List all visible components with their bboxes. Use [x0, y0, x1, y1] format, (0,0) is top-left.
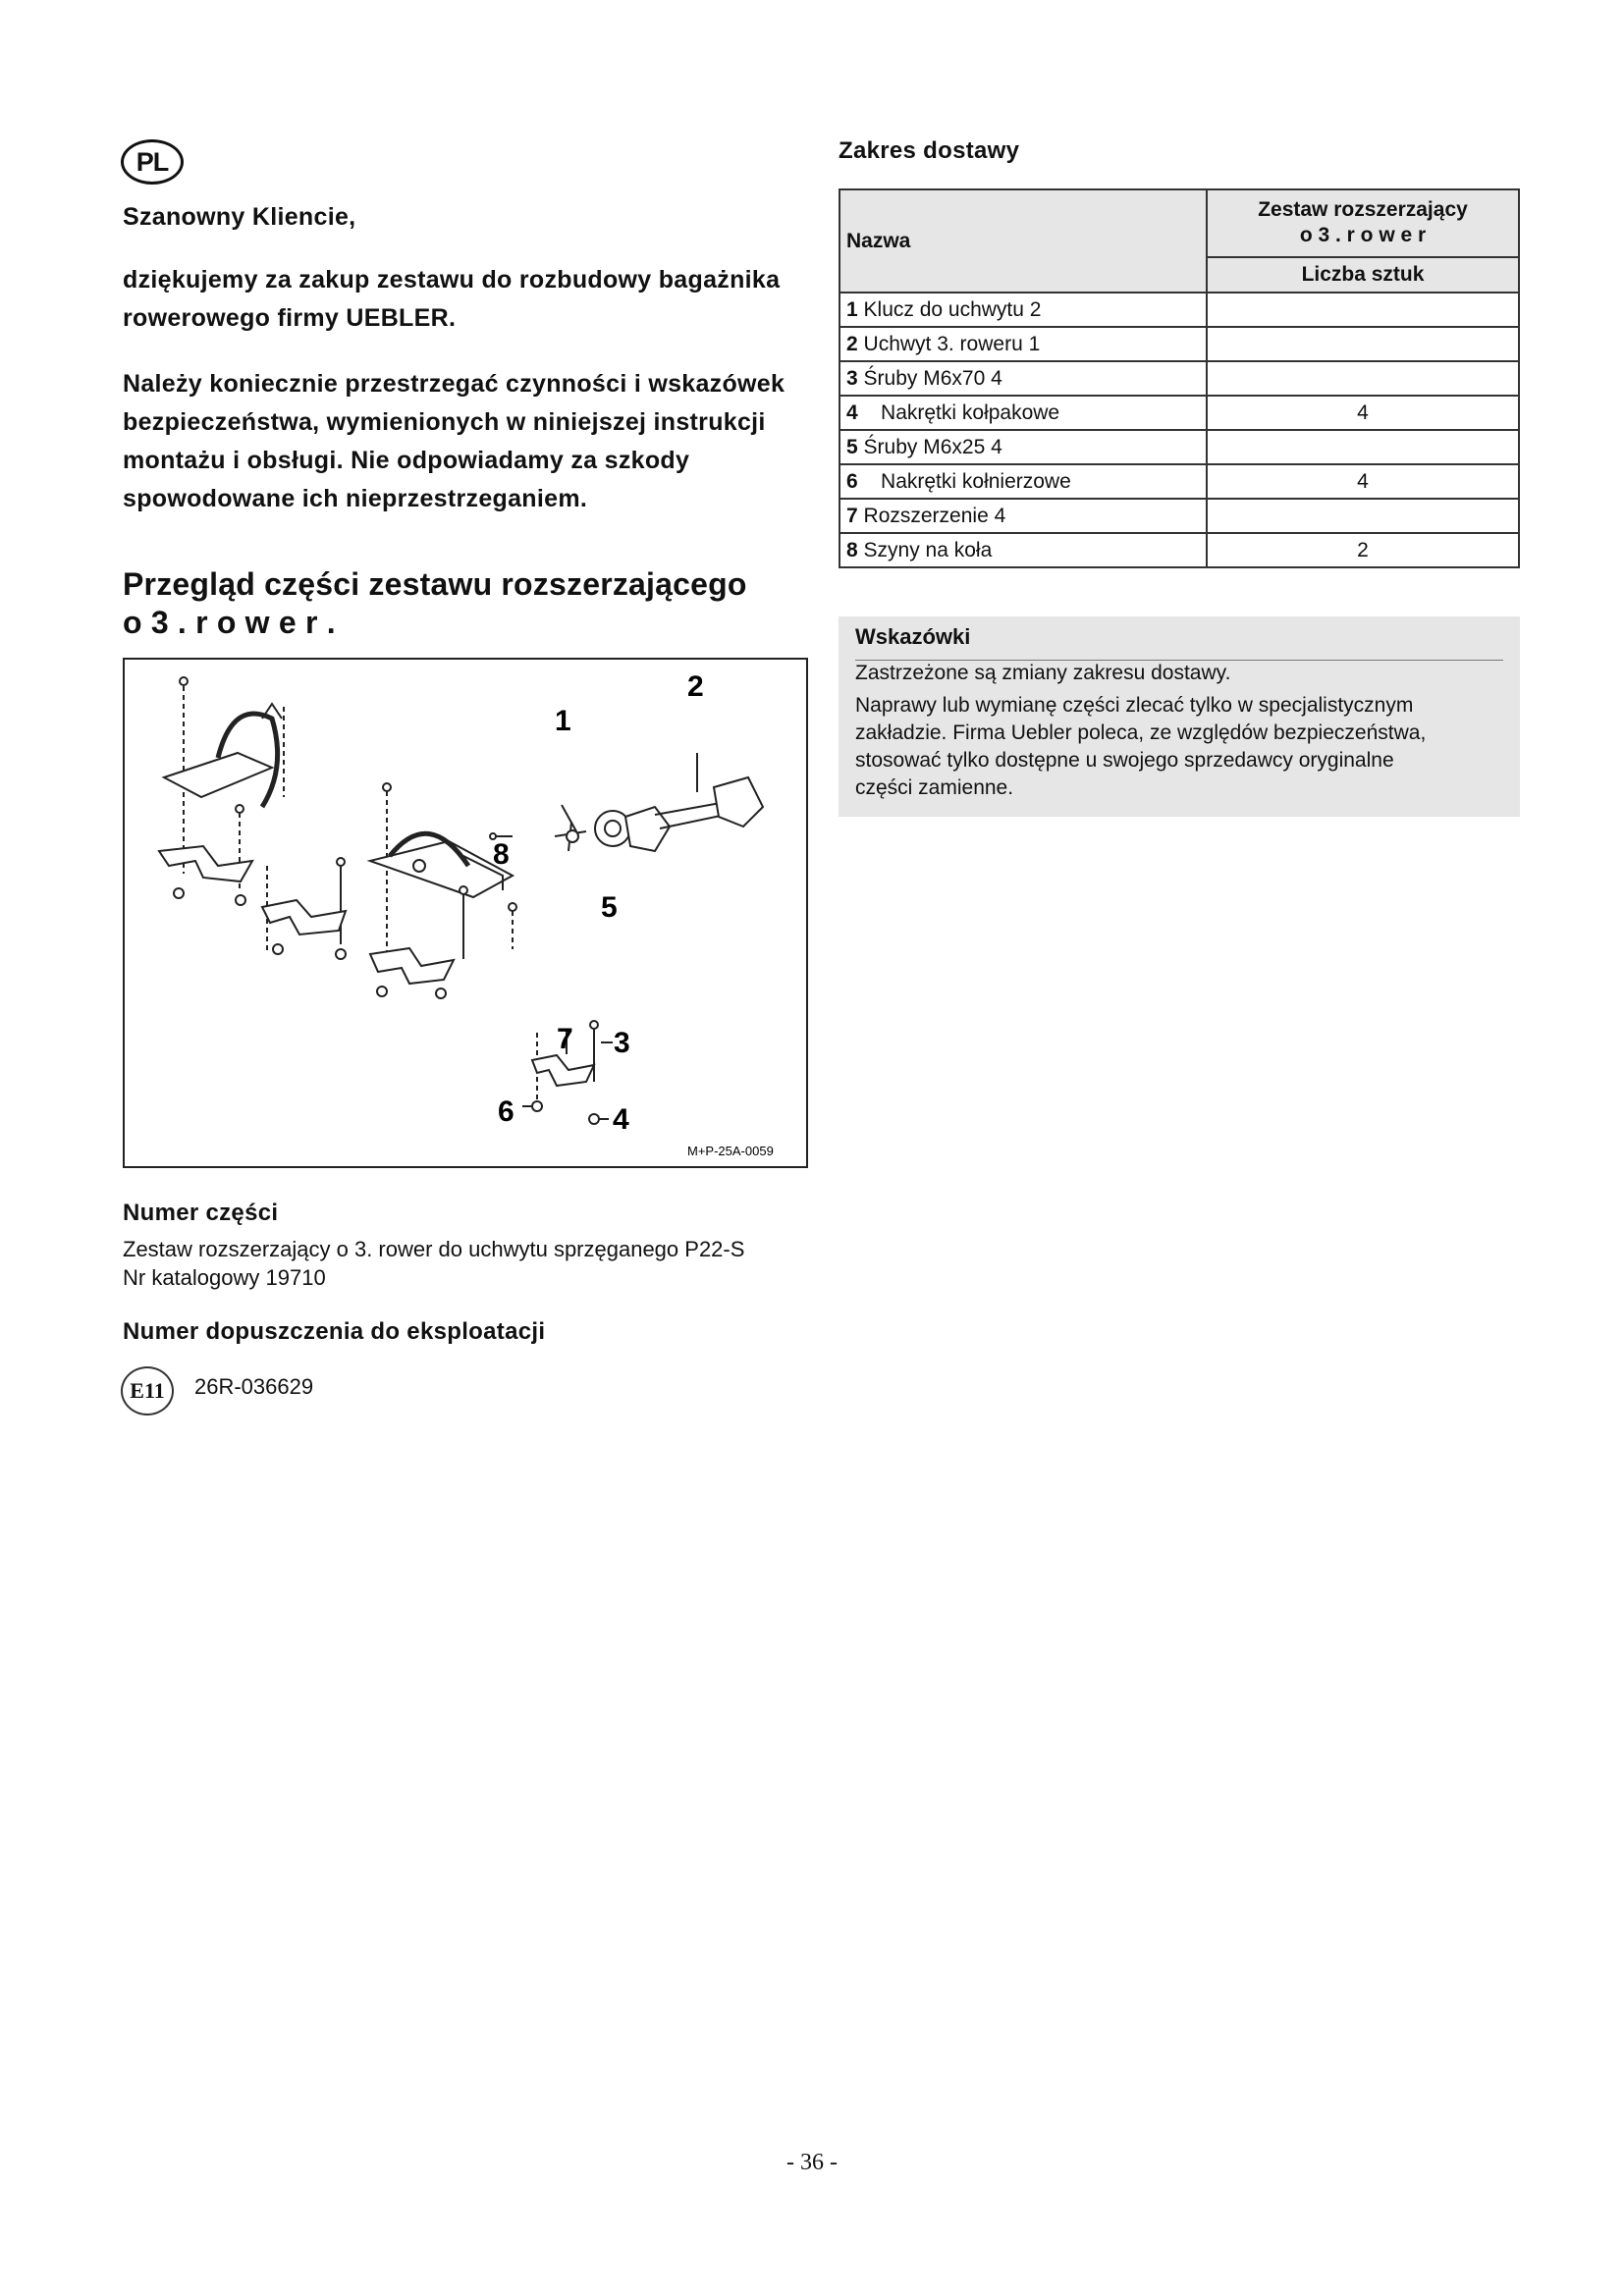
- supply-item-qty: [1207, 430, 1519, 464]
- safety-line: spowodowane ich nieprzestrzeganiem.: [123, 485, 588, 512]
- figure-label: 3: [614, 1027, 630, 1059]
- part-number-line: Nr katalogowy 19710: [123, 1265, 326, 1290]
- supply-row: [839, 499, 1519, 533]
- supply-item-label: Nakrętki kołpakowe: [863, 400, 1060, 424]
- supply-item-label: Klucz do uchwytu 2: [863, 297, 1042, 321]
- supply-item-qty: [1207, 361, 1519, 396]
- supply-row: [839, 293, 1519, 327]
- supply-item-label: Rozszerzenie 4: [863, 504, 1006, 527]
- supply-item-qty: 4: [1207, 464, 1519, 499]
- figure-label: 2: [687, 670, 704, 703]
- supply-heading: Zakres dostawy: [839, 137, 1020, 164]
- supply-item-name: [839, 499, 1207, 533]
- supply-item-name: [839, 361, 1207, 396]
- supply-item-label: Nakrętki kołnierzowe: [863, 469, 1071, 493]
- supply-row: [839, 533, 1519, 567]
- supply-item-number: 8: [846, 538, 858, 561]
- supply-row: [839, 327, 1519, 361]
- supply-row: [839, 430, 1519, 464]
- supply-item-number: 3: [846, 366, 858, 390]
- overview-heading-line: o 3 . r o w e r .: [123, 605, 336, 640]
- figure-code: M+P-25A-0059: [687, 1144, 774, 1158]
- greeting: Szanowny Kliencie,: [123, 203, 356, 231]
- count-header: Liczba sztuk: [1207, 257, 1519, 293]
- parts-drawing: [125, 660, 806, 1166]
- language-badge: PL: [121, 139, 184, 185]
- overview-heading-line: Przegląd części zestawu rozszerzającego: [123, 566, 747, 602]
- set-header: [1207, 189, 1519, 257]
- thanks-line: rowerowego firmy UEBLER.: [123, 304, 457, 332]
- notes-box: [839, 616, 1520, 817]
- figure-label: 4: [613, 1103, 629, 1136]
- supply-item-name: [839, 293, 1207, 327]
- figure-label: 8: [493, 838, 510, 871]
- part-number-heading: Numer części: [123, 1200, 279, 1226]
- page-number: - 36 -: [786, 2150, 838, 2175]
- figure-label: 1: [555, 705, 571, 737]
- parts-exploded-figure: [123, 658, 808, 1168]
- notes-line: Zastrzeżone są zmiany zakresu dostawy.: [855, 662, 1231, 684]
- notes-paragraph-line: zakładzie. Firma Uebler poleca, ze względów bezpieczeństwa,: [855, 721, 1427, 744]
- part-number-text: [123, 1235, 744, 1292]
- supply-row: [839, 464, 1519, 499]
- notes-paragraph-line: stosować tylko dostępne u swojego sprzedawcy oryginalne: [855, 749, 1394, 772]
- part-number-line: Zestaw rozszerzający o 3. rower do uchwytu sprzęganego P22-S: [123, 1237, 745, 1261]
- supply-item-name: [839, 430, 1207, 464]
- e11-approval-mark: E11: [121, 1366, 174, 1415]
- supply-item-number: 2: [846, 332, 858, 355]
- supply-item-label: Śruby M6x25 4: [863, 435, 1002, 458]
- notes-paragraph-line: części zamienne.: [855, 776, 1014, 799]
- supply-row: [839, 396, 1519, 430]
- supply-row: [839, 361, 1519, 396]
- supply-item-name: [839, 327, 1207, 361]
- supply-item-label: Uchwyt 3. roweru 1: [863, 332, 1041, 355]
- approval-heading: Numer dopuszczenia do eksploatacji: [123, 1318, 546, 1345]
- supply-item-qty: [1207, 499, 1519, 533]
- set-header-line: Zestaw rozszerzający: [1258, 198, 1468, 222]
- figure-label: 5: [601, 891, 618, 924]
- wheel-rail-left: [159, 677, 284, 905]
- holder-assembly: [555, 753, 763, 851]
- notes-title: Wskazówki: [855, 624, 971, 649]
- figure-label: 6: [498, 1095, 514, 1128]
- supply-table: [839, 188, 1520, 568]
- supply-item-name: [839, 396, 1207, 430]
- thanks-paragraph: [123, 261, 780, 338]
- supply-item-qty: 2: [1207, 533, 1519, 567]
- approval-number: 26R-036629: [194, 1374, 314, 1399]
- supply-item-qty: [1207, 327, 1519, 361]
- notes-paragraph: [855, 692, 1503, 802]
- safety-line: Należy koniecznie przestrzegać czynności i wskazówek: [123, 370, 785, 398]
- supply-item-name: [839, 533, 1207, 567]
- safety-line: montażu i obsługi. Nie odpowiadamy za szkody: [123, 447, 690, 474]
- safety-paragraph: [123, 365, 785, 518]
- supply-item-label: Śruby M6x70 4: [863, 366, 1002, 390]
- wheel-rail-middle: [370, 783, 516, 998]
- name-header: Nazwa: [839, 189, 1207, 293]
- supply-item-qty: [1207, 293, 1519, 327]
- supply-item-name: [839, 464, 1207, 499]
- notes-paragraph-line: Naprawy lub wymianę części zlecać tylko w specjalistycznym: [855, 694, 1414, 717]
- thanks-line: dziękujemy za zakup zestawu do rozbudowy bagażnika: [123, 266, 781, 294]
- extension-left: [262, 858, 346, 959]
- overview-heading: [123, 565, 747, 642]
- figure-label: 7: [557, 1023, 573, 1055]
- supply-item-number: 1: [846, 297, 858, 321]
- supply-item-number: 4: [846, 400, 858, 424]
- supply-item-number: 6: [846, 469, 858, 493]
- supply-item-number: 5: [846, 435, 858, 458]
- supply-item-number: 7: [846, 504, 858, 527]
- safety-line: bezpieczeństwa, wymienionych w niniejszej instrukcji: [123, 408, 766, 436]
- supply-item-label: Szyny na koła: [863, 538, 993, 561]
- supply-item-qty: 4: [1207, 396, 1519, 430]
- set-header-line: o 3 . r o w e r: [1299, 224, 1427, 247]
